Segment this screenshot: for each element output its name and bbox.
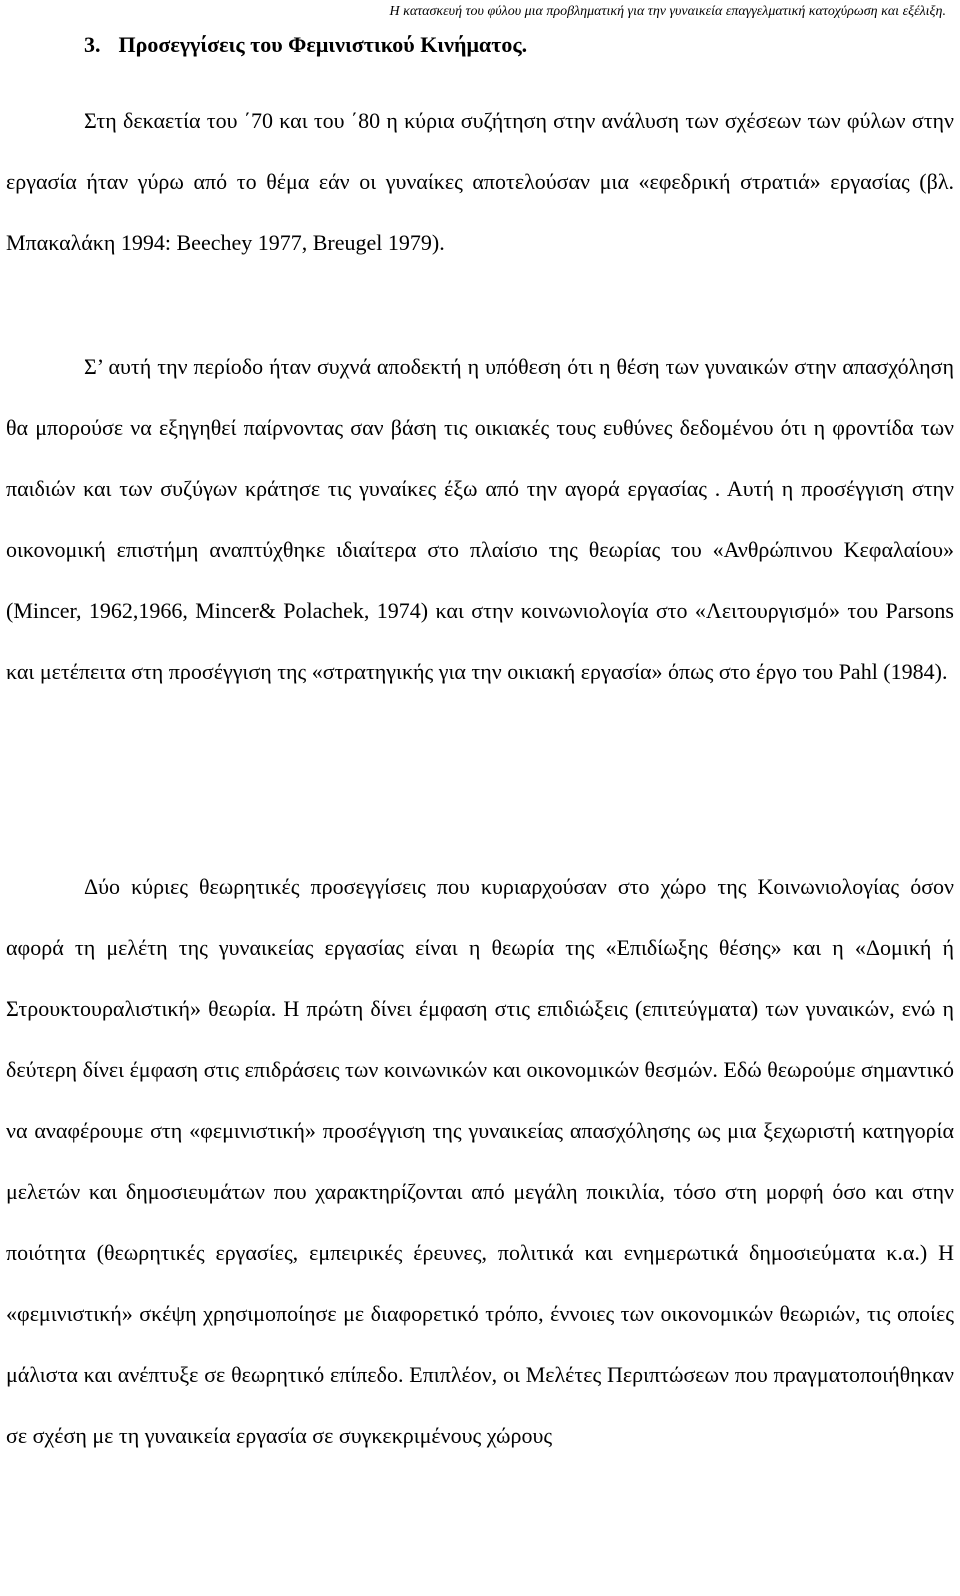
paragraph-3: Δύο κύριες θεωρητικές προσεγγίσεις που κυριαρχούσαν στο χώρο της Κοινωνιολογίας όσον αφορά τη μελέτη της γυναικείας εργασίας είναι η θεωρία της «Επιδίωξης θέσης» και η «Δομική ή Στρουκτουραλιστική» θεωρία. Η πρώτη δίνει έμφαση στις επιδιώξεις (επιτεύγματα) των γυναικών, ενώ η δεύτερη δίνει έμφαση στις επιδράσεις των κοινωνικών και οικονομικών θεσμών. Εδώ θεωρούμε σημαντικό να αναφέρουμε στη «φεμινιστική» προσέγγιση της γυναικείας απασχόλησης ως μια ξεχωριστή κατηγορία μελετών και δημοσιευμάτων που χαρακτηρίζονται από μεγάλη ποικιλία, τόσο στη μορφή όσο και στην ποιότητα (θεωρητικές εργασίες, εμπειρικές έρευνες, πολιτικά και ενημερωτικά δημοσιεύματα κ.α.) Η «φεμινιστική» σκέψη χρησιμοποίησε με διαφορετικό τρόπο, έννοιες των οικονομικών θεωριών, τις οποίες μάλιστα και ανέπτυξε σε θεωρητικό επίπεδο. Επιπλέον, οι Μελέτες Περιπτώσεων που πραγματοποιήθηκαν σε σχέση με τη γυναικεία εργασία σε συγκεκριμένους χώρους bbox=[6, 874, 954, 1448]
section-title: Προσεγγίσεις του Φεμινιστικού Κινήματος. bbox=[118, 32, 528, 57]
section-heading bbox=[84, 32, 527, 58]
section-number: 3. bbox=[84, 32, 101, 57]
paragraph-2: Σ’ αυτή την περίοδο ήταν συχνά αποδεκτή η υπόθεση ότι η θέση των γυναικών στην απασχόληση θα μπορούσε να εξηγηθεί παίρνοντας σαν βάση τις οικιακές τους ευθύνες δεδομένου ότι η φροντίδα των παιδιών και των συζύγων κράτησε τις γυναίκες έξω από την αγορά εργασίας . Αυτή η προσέγγιση στην οικονομική επιστήμη αναπτύχθηκε ιδιαίτερα στο πλαίσιο της θεωρίας του «Ανθρώπινου Κεφαλαίου» (Mincer, 1962,1966, Mincer& Polachek, 1974) και στην κοινωνιολογία στο «Λειτουργισμό» του Parsons και μετέπειτα στη προσέγγιση της «στρατηγικής για την οικιακή εργασία» όπως στο έργο του Pahl (1984). bbox=[6, 354, 954, 684]
paragraph-1: Στη δεκαετία του ΄70 και του ΄80 η κύρια συζήτηση στην ανάλυση των σχέσεων των φύλων στην εργασία ήταν γύρω από το θέμα εάν οι γυναίκες αποτελούσαν μια «εφεδρική στρατιά» εργασίας (βλ. Μπακαλάκη 1994: Beechey 1977, Breugel 1979). bbox=[6, 108, 954, 255]
running-header: Η κατασκευή του φύλου μια προβληματική για την γυναικεία επαγγελματική κατοχύρωση και εξέλιξη. bbox=[389, 4, 946, 19]
